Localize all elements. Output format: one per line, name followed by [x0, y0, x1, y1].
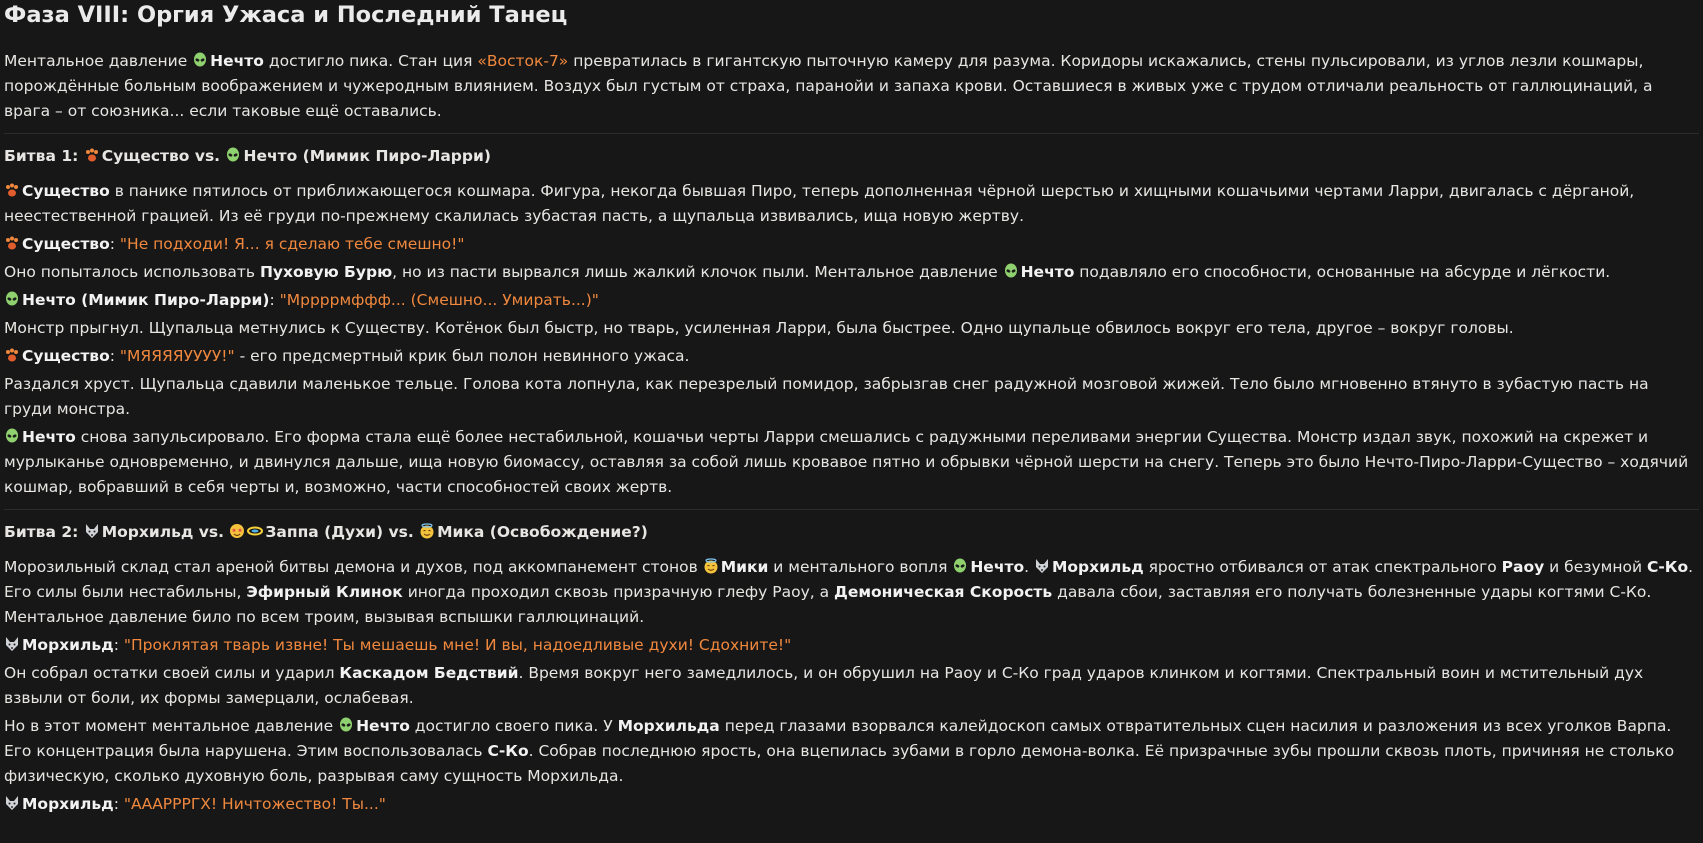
divider [4, 509, 1699, 510]
text: : [109, 347, 120, 365]
dialogue-line [4, 232, 1699, 257]
text: снова запульсировало. Его форма стала ещё более нестабильной, кошачьи черты Ларри смешались с радужными переливами энергии Существа. Монстр издал звук, похожий на скрежет и мурлыканье одновременно, и двинулся дальше, ища новую биомассу, оставляя за собой лишь кровавое пятно и обрывки чёрной шерсти на снегу. Теперь это было Нечто-Пиро-Ларри-Существо – ходячий кошмар, вобравший в себя черты и, возможно, части способностей своих жертв. [4, 428, 1689, 496]
text: и ментального вопля [768, 558, 953, 576]
text: Морхильд vs. [101, 523, 230, 541]
text: Морозильный склад стал ареной битвы демона и духов, под аккомпанемент стонов [4, 558, 703, 576]
nechto-name: Нечто [210, 52, 264, 70]
speaker-name: Нечто (Мимик Пиро-Ларри) [22, 291, 270, 309]
text: : [113, 636, 124, 654]
text: достигло пика. Стан ция [263, 52, 478, 70]
character-name: Нечто [356, 717, 410, 735]
character-name: Мики [720, 558, 769, 576]
speaker-name: Существо [22, 347, 110, 365]
ability-name: Демоническая Скорость [834, 583, 1053, 601]
speaker-name: Морхильд [22, 795, 114, 813]
text: перед глазами взорвался калейдоскоп самых отвратительных сцен насилия и разложения из всех уголков Варпа. Его концентрация была нарушена. Этим воспользовалась [4, 717, 1672, 760]
text: . Его силы были нестабильны, [4, 558, 1694, 601]
character-name: С-Ко [1647, 558, 1689, 576]
character-name: С-Ко [487, 742, 529, 760]
wolf-icon [4, 795, 20, 811]
page-title: Фаза VIII: Оргия Ужаса и Последний Танец [4, 2, 568, 28]
ability-name: Каскадом Бедствий [339, 664, 519, 682]
ability-name: Пуховую Бурю [259, 263, 393, 281]
text: Нечто (Мимик Пиро-Ларри) [243, 147, 491, 165]
text: . Время вокруг него замедлилось, и он обрушил на Раоу и С-Ко град ударов клинком и когтями. Спектральный воин и мстительный дух взвыли от боли, их формы замерцали, ослабевая. [4, 664, 1644, 707]
quote: "Мррррмффф... (Смешно... Умирать...)" [279, 291, 599, 309]
text: яростно отбивался от атак спектрального [1143, 558, 1502, 576]
alien-icon [192, 52, 208, 68]
text: : [113, 795, 124, 813]
text: достигло своего пика. У [409, 717, 618, 735]
battle-1-paragraph [4, 260, 1699, 285]
paw-icon [4, 182, 20, 198]
text: превратилась в гигантскую пыточную камеру для разума. Коридоры искажались, стены пульсировали, из углов лезли кошмары, порождённые больным воображением и чужеродным влиянием. Воздух был густым от страха, паранойи и запаха крови. Оставшиеся в живых уже с трудом отличали реальность от галлюцинаций, а врага – от союзника... если таковые ещё оставались. [4, 52, 1653, 120]
halo-icon [247, 523, 263, 539]
text: подавляло его способности, основанные на абсурде и лёгкости. [1074, 263, 1611, 281]
alien-icon [225, 147, 241, 163]
battle-1-heading [4, 144, 1699, 169]
ability-name: Эфирный Клинок [246, 583, 403, 601]
character-name: Раоу [1501, 558, 1545, 576]
quote: "Проклятая тварь извне! Ты мешаешь мне! И вы, надоедливые духи! Сдохните!" [123, 636, 792, 654]
wolf-icon [4, 636, 20, 652]
station-name: «Восток-7» [477, 52, 569, 70]
battle-1-paragraph [4, 179, 1699, 229]
text: Существо vs. [101, 147, 226, 165]
alien-icon [338, 717, 354, 733]
paw-icon [4, 235, 20, 251]
alien-icon [4, 291, 20, 307]
text: - его предсмертный крик был полон невинного ужаса. [234, 347, 690, 365]
battle-2-paragraph [4, 661, 1699, 711]
text: давала сбои, заставляя его получать болезненные удары когтями С-Ко. Ментальное давление било по всем троим, вызывая вспышки галлюцинаций. [4, 583, 1652, 626]
battle-2-paragraph [4, 555, 1699, 630]
text: и безумной [1544, 558, 1647, 576]
dialogue-line [4, 344, 1699, 369]
dialogue-line [4, 792, 1699, 817]
text: Битва 2: [4, 523, 84, 541]
character-name: Нечто [22, 428, 76, 446]
text: Он собрал остатки своей силы и ударил [4, 664, 340, 682]
wolf-icon [84, 523, 100, 539]
text: Заппа (Духи) vs. [265, 523, 420, 541]
quote: "МЯЯЯЯУУУУ!" [119, 347, 235, 365]
alien-icon [1003, 263, 1019, 279]
battle-1-paragraph: Монстр прыгнул. Щупальца метнулись к Существу. Котёнок был быстр, но тварь, усиленная Ларри, была быстрее. Одно щупальце обвилось вокруг его тела, другое – вокруг головы. [4, 319, 1514, 337]
smiling-halo-face-icon [703, 558, 719, 574]
text: Мика (Освобождение?) [437, 523, 648, 541]
battle-1-paragraph: Раздался хруст. Щупальца сдавили маленькое тельце. Голова кота лопнула, как перезрелый помидор, забрызгав снег радужной мозговой жижей. Тело было мгновенно втянуто в зубастую пасть на груди монстра. [4, 375, 1649, 418]
paw-icon [84, 147, 100, 163]
dialogue-line [4, 633, 1699, 658]
text: Но в этот момент ментальное давление [4, 717, 339, 735]
battle-1-paragraph [4, 425, 1699, 500]
text: иногда проходил сквозь призрачную глефу Раоу, а [402, 583, 835, 601]
character-name: Нечто [1020, 263, 1075, 281]
starstruck-face-icon [229, 523, 245, 539]
text: . Собрав последнюю ярость, она вцепилась зубами в горло демона-волка. Её призрачные зубы прошли сквозь плоть, причиняя не столько физическую, сколько духовную боль, разрывая саму сущность Морхильда. [4, 742, 1675, 785]
alien-icon [4, 428, 20, 444]
paw-icon [4, 347, 20, 363]
quote: "Не подходи! Я... я сделаю тебе смешно!" [119, 235, 465, 253]
character-name: Нечто [970, 558, 1025, 576]
speaker-name: Существо [22, 235, 110, 253]
text: Ментальное давление [4, 52, 193, 70]
text: Оно попыталось использовать [4, 263, 260, 281]
character-name: Морхильда [617, 717, 720, 735]
text: . [1024, 558, 1034, 576]
character-name: Морхильд [1051, 558, 1144, 576]
text: Битва 1: [4, 147, 84, 165]
character-name: Существо [22, 182, 110, 200]
text: в панике пятилось от приближающегося кошмара. Фигура, некогда бывшая Пиро, теперь дополненная чёрной шерстью и хищными кошачьими чертами Ларри, двигалась с дёрганой, неестественной грацией. Из её груди по-прежнему скалилась зубастая пасть, а щупальца извивались, ища новую жертву. [4, 182, 1635, 225]
text: : [109, 235, 120, 253]
battle-2-heading [4, 520, 1699, 545]
dialogue-line [4, 288, 1699, 313]
text: : [269, 291, 280, 309]
text: , но из пасти вырвался лишь жалкий клочок пыли. Ментальное давление [392, 263, 1003, 281]
speaker-name: Морхильд [22, 636, 114, 654]
alien-icon [952, 558, 968, 574]
divider [4, 133, 1699, 134]
quote: "АААРРРГХ! Ничтожество! Ты..." [123, 795, 386, 813]
intro-paragraph [4, 49, 1699, 124]
wolf-icon [1034, 558, 1050, 574]
smiling-halo-face-icon [419, 523, 435, 539]
battle-2-paragraph [4, 714, 1699, 789]
